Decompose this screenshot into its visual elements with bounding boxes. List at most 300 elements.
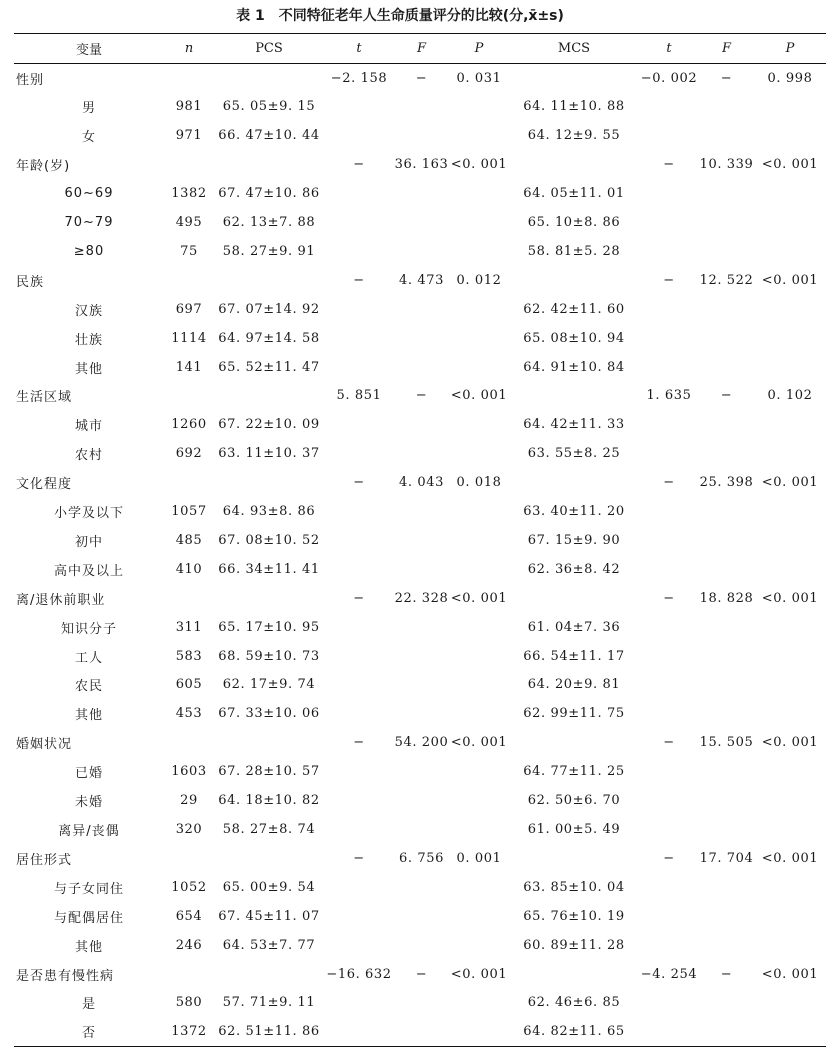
group-row (14, 150, 826, 179)
cell-pcs-p (449, 873, 509, 902)
cell-pcs (214, 844, 324, 873)
cell-n (164, 584, 214, 613)
row-label: 汉族 (74, 303, 103, 319)
cell-pcs-f: 22. 328 (394, 590, 449, 606)
cell-mcs-t (639, 786, 699, 815)
col-header-pcs: PCS (255, 41, 283, 56)
cell-n: 141 (175, 359, 203, 375)
group-row (14, 64, 826, 93)
cell-pcs-t (324, 671, 394, 700)
col-header-pcs-t: t (356, 41, 362, 56)
table-row (14, 642, 826, 671)
cell-mcs: 63. 40±11. 20 (523, 504, 625, 520)
cell-pcs-p (449, 497, 509, 526)
cell-n (164, 150, 214, 179)
cell-mcs (509, 266, 639, 295)
cell-mcs-p (754, 989, 826, 1018)
cell-mcs-f (699, 873, 754, 902)
cell-mcs-f (699, 237, 754, 266)
cell-pcs-t: − (353, 590, 365, 606)
cell-mcs-p (754, 555, 826, 584)
col-header-mcs-t: t (666, 41, 672, 56)
cell-pcs: 62. 17±9. 74 (222, 677, 316, 693)
cell-pcs (214, 468, 324, 497)
cell-pcs-p (449, 353, 509, 382)
table-row (14, 699, 826, 728)
row-label: 其他 (74, 361, 103, 377)
table-row (14, 931, 826, 960)
cell-pcs-p: <0. 001 (450, 157, 508, 173)
cell-pcs (214, 728, 324, 757)
group-row (14, 584, 826, 613)
cell-pcs-f (394, 873, 449, 902)
cell-n (164, 844, 214, 873)
cell-n: 495 (175, 214, 203, 230)
cell-pcs-f (394, 237, 449, 266)
cell-mcs-t (639, 815, 699, 844)
cell-mcs-p (754, 92, 826, 121)
cell-mcs-t (639, 1017, 699, 1046)
cell-n: 692 (175, 446, 203, 462)
cell-pcs-t (324, 902, 394, 931)
cell-n (164, 266, 214, 295)
cell-pcs-t (324, 613, 394, 642)
cell-mcs-p (754, 324, 826, 353)
cell-mcs-t (639, 671, 699, 700)
cell-mcs-t (639, 179, 699, 208)
cell-pcs-f: 54. 200 (394, 735, 449, 751)
table-row (14, 324, 826, 353)
cell-pcs-f (394, 757, 449, 786)
cell-mcs-f (699, 757, 754, 786)
cell-mcs-p (754, 295, 826, 324)
cell-pcs: 67. 45±11. 07 (218, 908, 320, 924)
cell-mcs-f (699, 353, 754, 382)
cell-pcs-p (449, 526, 509, 555)
row-label: 与配偶居住 (53, 910, 124, 926)
cell-pcs-f (394, 555, 449, 584)
row-label: 农民 (74, 679, 103, 695)
table-body (14, 64, 826, 1047)
cell-pcs-t (324, 497, 394, 526)
cell-mcs-f (699, 439, 754, 468)
table-row (14, 353, 826, 382)
header-row (14, 34, 826, 64)
cell-pcs-t (324, 757, 394, 786)
cell-mcs: 61. 04±7. 36 (527, 619, 621, 635)
cell-mcs-p: <0. 001 (761, 272, 819, 288)
cell-mcs-f: 17. 704 (699, 850, 754, 866)
cell-pcs (214, 150, 324, 179)
cell-mcs (509, 960, 639, 989)
row-label: 否 (81, 1026, 96, 1042)
cell-mcs-t (639, 642, 699, 671)
cell-mcs-t: − (663, 475, 675, 491)
cell-mcs-f (699, 815, 754, 844)
table-number: 表 1 (236, 8, 265, 24)
col-header-mcs-p: P (785, 41, 795, 56)
cell-pcs-p (449, 757, 509, 786)
cell-mcs-t: −0. 002 (640, 70, 698, 86)
cell-pcs-f (394, 324, 449, 353)
cell-pcs-t (324, 179, 394, 208)
row-label: 未婚 (74, 795, 103, 811)
cell-pcs: 58. 27±9. 91 (222, 243, 316, 259)
cell-pcs-p (449, 121, 509, 150)
row-label: 其他 (74, 939, 103, 955)
cell-pcs (214, 64, 324, 93)
cell-pcs-f (394, 410, 449, 439)
cell-pcs-f (394, 786, 449, 815)
cell-mcs-f (699, 931, 754, 960)
row-label: 城市 (74, 419, 103, 435)
cell-mcs (509, 381, 639, 410)
cell-n: 410 (175, 561, 203, 577)
cell-mcs-f: − (720, 388, 733, 404)
table-row (14, 92, 826, 121)
cell-pcs-t (324, 642, 394, 671)
cell-mcs-p (754, 410, 826, 439)
cell-pcs-t (324, 295, 394, 324)
cell-mcs: 60. 89±11. 28 (523, 937, 625, 953)
cell-n (164, 64, 214, 93)
col-header-pcs-f: F (416, 41, 427, 56)
table-row (14, 121, 826, 150)
cell-mcs-t (639, 92, 699, 121)
cell-pcs-f (394, 121, 449, 150)
cell-pcs-t (324, 873, 394, 902)
cell-mcs-p (754, 1017, 826, 1046)
cell-pcs-f (394, 699, 449, 728)
table-row (14, 757, 826, 786)
row-label: 居住形式 (16, 852, 73, 868)
cell-mcs-p: <0. 001 (761, 735, 819, 751)
cell-pcs-p (449, 92, 509, 121)
cell-mcs: 65. 10±8. 86 (527, 214, 621, 230)
cell-mcs-f (699, 92, 754, 121)
cell-mcs-p (754, 439, 826, 468)
cell-pcs-f (394, 439, 449, 468)
row-label: 知识分子 (60, 621, 117, 637)
table-row (14, 439, 826, 468)
cell-pcs (214, 584, 324, 613)
cell-pcs-f: 6. 756 (399, 850, 444, 866)
cell-n: 971 (175, 128, 203, 144)
cell-pcs-f (394, 353, 449, 382)
cell-pcs-t: − (353, 272, 365, 288)
cell-mcs-p (754, 526, 826, 555)
table-row (14, 671, 826, 700)
cell-pcs: 64. 18±10. 82 (218, 793, 320, 809)
cell-n: 697 (175, 301, 203, 317)
cell-mcs-f (699, 902, 754, 931)
cell-mcs-t (639, 873, 699, 902)
cell-mcs-t (639, 757, 699, 786)
cell-pcs: 58. 27±8. 74 (222, 822, 316, 838)
cell-pcs-t: 5. 851 (336, 388, 382, 404)
cell-n: 311 (175, 619, 203, 635)
cell-mcs-t (639, 324, 699, 353)
cell-mcs-t (639, 410, 699, 439)
cell-mcs-f (699, 671, 754, 700)
row-label: 小学及以下 (53, 506, 124, 522)
row-label: 60~69 (64, 186, 114, 202)
cell-pcs (214, 960, 324, 989)
cell-mcs: 63. 55±8. 25 (527, 446, 621, 462)
cell-pcs-t (324, 989, 394, 1018)
cell-pcs: 64. 53±7. 77 (222, 937, 316, 953)
cell-mcs-p (754, 931, 826, 960)
cell-mcs-f (699, 555, 754, 584)
cell-pcs: 57. 71±9. 11 (222, 995, 316, 1011)
cell-mcs-p: <0. 001 (761, 157, 819, 173)
cell-pcs: 62. 13±7. 88 (222, 214, 316, 230)
cell-mcs: 62. 42±11. 60 (523, 301, 625, 317)
cell-mcs-f (699, 642, 754, 671)
cell-mcs-f: 25. 398 (699, 475, 754, 491)
cell-mcs: 64. 12±9. 55 (527, 128, 621, 144)
cell-n: 1114 (171, 330, 207, 346)
cell-pcs-f (394, 1017, 449, 1046)
cell-n (164, 960, 214, 989)
cell-mcs-p (754, 642, 826, 671)
cell-mcs-p (754, 757, 826, 786)
cell-pcs-p (449, 439, 509, 468)
cell-mcs: 64. 11±10. 88 (523, 99, 625, 115)
table-row (14, 815, 826, 844)
cell-mcs-f (699, 295, 754, 324)
cell-pcs-p: <0. 001 (450, 966, 508, 982)
cell-pcs-t: −16. 632 (326, 966, 392, 982)
cell-mcs (509, 468, 639, 497)
table-row (14, 902, 826, 931)
cell-pcs-t (324, 208, 394, 237)
row-label: 生活区域 (16, 390, 73, 406)
cell-mcs-p (754, 902, 826, 931)
cell-pcs: 67. 22±10. 09 (218, 417, 320, 433)
cell-mcs-t (639, 526, 699, 555)
table-caption (0, 0, 800, 30)
row-label: 男 (81, 101, 96, 117)
cell-mcs: 66. 54±11. 17 (523, 648, 625, 664)
cell-mcs: 61. 00±5. 49 (527, 822, 621, 838)
table-row (14, 410, 826, 439)
cell-n: 453 (175, 706, 203, 722)
cell-mcs: 62. 99±11. 75 (523, 706, 625, 722)
cell-pcs-f: − (415, 70, 428, 86)
cell-n: 654 (175, 908, 203, 924)
cell-mcs-f (699, 208, 754, 237)
cell-pcs-f (394, 642, 449, 671)
cell-pcs: 64. 93±8. 86 (222, 504, 316, 520)
cell-mcs-t (639, 989, 699, 1018)
data-table (14, 33, 826, 1047)
row-label: ≥80 (73, 243, 105, 259)
cell-pcs: 65. 05±9. 15 (222, 99, 316, 115)
cell-mcs-t (639, 295, 699, 324)
cell-n: 583 (175, 648, 203, 664)
cell-n: 1603 (171, 764, 207, 780)
cell-n: 246 (175, 937, 203, 953)
cell-pcs-p (449, 324, 509, 353)
cell-pcs-f (394, 671, 449, 700)
group-row (14, 960, 826, 989)
cell-mcs-t: − (663, 850, 675, 866)
cell-mcs-f (699, 179, 754, 208)
cell-n: 1260 (171, 417, 207, 433)
cell-pcs-p (449, 555, 509, 584)
cell-mcs-f (699, 989, 754, 1018)
cell-pcs-f (394, 179, 449, 208)
cell-mcs-t: − (663, 590, 675, 606)
cell-mcs-t: 1. 635 (646, 388, 692, 404)
cell-pcs: 66. 34±11. 41 (218, 561, 320, 577)
cell-mcs-t (639, 121, 699, 150)
cell-mcs: 62. 36±8. 42 (527, 561, 621, 577)
group-row (14, 381, 826, 410)
cell-mcs: 64. 82±11. 65 (523, 1024, 625, 1040)
table-row (14, 989, 826, 1018)
row-label: 性别 (16, 72, 45, 88)
cell-mcs-p (754, 497, 826, 526)
cell-n: 580 (175, 995, 203, 1011)
cell-mcs: 65. 76±10. 19 (523, 908, 625, 924)
cell-mcs-t (639, 902, 699, 931)
cell-pcs-f (394, 989, 449, 1018)
cell-pcs-f (394, 208, 449, 237)
cell-n: 1057 (171, 504, 207, 520)
cell-n: 1372 (171, 1024, 207, 1040)
row-label: 壮族 (74, 332, 103, 348)
cell-pcs-t (324, 410, 394, 439)
cell-pcs-t (324, 324, 394, 353)
cell-pcs-p (449, 613, 509, 642)
cell-mcs-p: <0. 001 (761, 966, 819, 982)
cell-pcs-t (324, 815, 394, 844)
cell-pcs-f: 36. 163 (394, 157, 449, 173)
cell-pcs-t (324, 555, 394, 584)
cell-pcs: 63. 11±10. 37 (218, 446, 320, 462)
cell-pcs-t (324, 931, 394, 960)
cell-pcs-p (449, 295, 509, 324)
row-label: 女 (81, 130, 96, 146)
cell-mcs-f: 18. 828 (699, 590, 754, 606)
row-label: 初中 (74, 534, 103, 550)
cell-n: 1382 (171, 186, 207, 202)
row-label: 已婚 (74, 766, 103, 782)
cell-mcs: 64. 42±11. 33 (523, 417, 625, 433)
cell-mcs-p (754, 208, 826, 237)
cell-pcs-p (449, 208, 509, 237)
cell-pcs-t (324, 526, 394, 555)
cell-mcs-t (639, 555, 699, 584)
cell-mcs-p (754, 121, 826, 150)
cell-mcs-p: 0. 102 (767, 388, 813, 404)
cell-pcs-p (449, 989, 509, 1018)
cell-mcs-t (639, 931, 699, 960)
col-header-pcs-p: P (474, 41, 484, 56)
cell-pcs: 68. 59±10. 73 (218, 648, 320, 664)
cell-mcs-t (639, 497, 699, 526)
cell-n: 320 (175, 822, 203, 838)
cell-mcs (509, 150, 639, 179)
cell-pcs-t (324, 92, 394, 121)
cell-n: 605 (175, 677, 203, 693)
row-label: 高中及以上 (53, 563, 124, 579)
row-label: 农村 (74, 448, 103, 464)
cell-mcs: 67. 15±9. 90 (527, 532, 621, 548)
cell-mcs-p (754, 671, 826, 700)
cell-mcs-f: − (720, 966, 733, 982)
cell-mcs-p (754, 613, 826, 642)
table-row (14, 179, 826, 208)
cell-mcs-p: <0. 001 (761, 590, 819, 606)
cell-pcs-p: <0. 001 (450, 735, 508, 751)
cell-mcs-f (699, 526, 754, 555)
table-row (14, 526, 826, 555)
table-row (14, 1017, 826, 1046)
cell-mcs (509, 64, 639, 93)
cell-pcs-t (324, 237, 394, 266)
cell-pcs-t (324, 439, 394, 468)
cell-mcs-p (754, 237, 826, 266)
cell-pcs: 67. 47±10. 86 (218, 186, 320, 202)
cell-pcs-p: 0. 018 (456, 475, 502, 491)
cell-mcs-t: − (663, 735, 675, 751)
cell-mcs-f: 10. 339 (699, 157, 754, 173)
cell-mcs-t (639, 237, 699, 266)
cell-pcs-p (449, 237, 509, 266)
table-row (14, 873, 826, 902)
cell-mcs: 64. 05±11. 01 (523, 186, 625, 202)
cell-pcs: 65. 17±10. 95 (218, 619, 320, 635)
cell-pcs-p: <0. 001 (450, 388, 508, 404)
cell-pcs-f (394, 92, 449, 121)
row-label: 工人 (74, 650, 103, 666)
cell-mcs-p (754, 179, 826, 208)
cell-pcs-p (449, 786, 509, 815)
cell-pcs-p (449, 902, 509, 931)
cell-mcs: 58. 81±5. 28 (527, 243, 621, 259)
row-label: 其他 (74, 708, 103, 724)
group-row (14, 468, 826, 497)
cell-pcs: 64. 97±14. 58 (218, 330, 320, 346)
table-row (14, 497, 826, 526)
col-header-variable: 变量 (75, 43, 102, 58)
cell-pcs: 65. 52±11. 47 (218, 359, 320, 375)
cell-pcs-t: − (353, 735, 365, 751)
cell-mcs: 64. 20±9. 81 (527, 677, 621, 693)
table-row (14, 295, 826, 324)
row-label: 婚姻状况 (16, 737, 73, 753)
col-header-mcs: MCS (557, 41, 591, 56)
cell-pcs-f: − (415, 966, 428, 982)
row-label: 民族 (16, 274, 45, 290)
cell-mcs-f (699, 613, 754, 642)
cell-mcs-f (699, 121, 754, 150)
cell-mcs: 62. 46±6. 85 (527, 995, 621, 1011)
cell-pcs-f: 4. 043 (399, 475, 444, 491)
cell-mcs-f (699, 324, 754, 353)
cell-pcs: 67. 08±10. 52 (218, 532, 320, 548)
cell-pcs-p (449, 699, 509, 728)
cell-n: 29 (180, 793, 198, 809)
cell-pcs: 65. 00±9. 54 (222, 879, 316, 895)
row-label: 70~79 (64, 214, 114, 230)
cell-pcs-p (449, 671, 509, 700)
cell-mcs-t: − (663, 157, 675, 173)
cell-pcs-f (394, 902, 449, 931)
